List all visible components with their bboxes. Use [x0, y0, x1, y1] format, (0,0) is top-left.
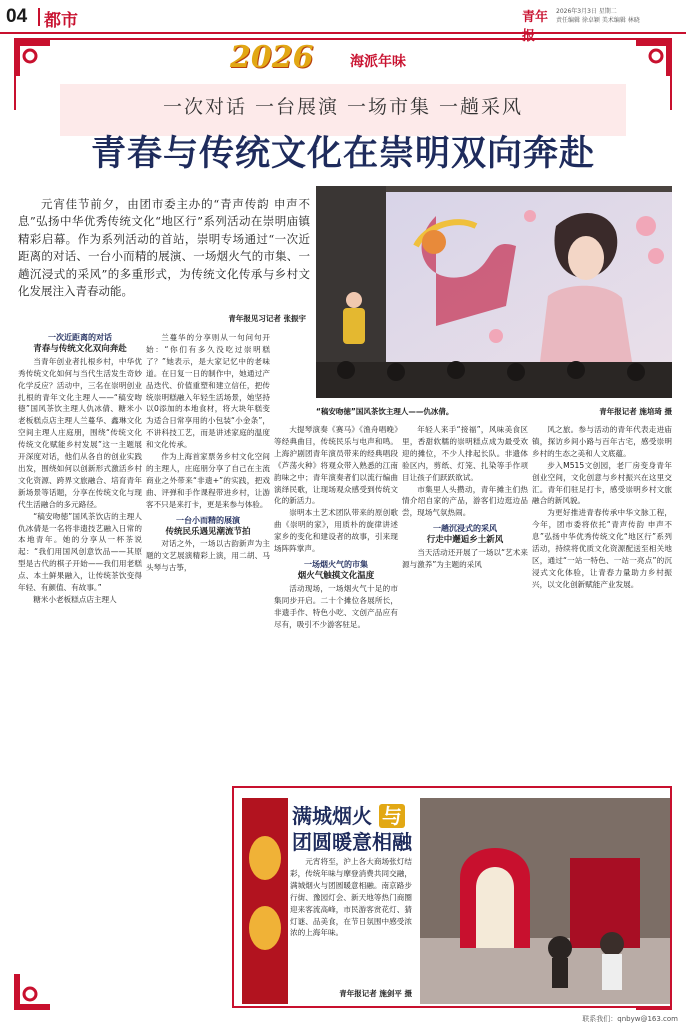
paragraph: 年轻人来手“接福”，风味美食区里，香甜软糯的崇明糕点成为最受欢迎的摊位，不少人排起长队。非遗体验区内，剪纸、灯笼、扎染等手作项目让孩子们跃跃欲试。 — [402, 425, 528, 482]
subhead: 一趟沉浸式的采风 — [433, 524, 497, 534]
subhead: 传统民乐遇见潮流节拍 — [165, 526, 251, 537]
photo-caption: “稿安吻徳”国风茶饮主理人——仇冰倩。 — [316, 407, 454, 416]
paragraph: 对话之外，一场以古韵新声为主题的文艺展演精彩上演，用二胡、马头琴与古筝， — [146, 539, 270, 573]
article-column-4 — [402, 424, 528, 780]
divider — [38, 8, 40, 26]
subhead: 烟火气触摸文化温度 — [297, 570, 375, 581]
contact-email: 联系我们：qnbyw@163.com — [582, 1015, 678, 1023]
paragraph: 为更好推进青春传承中华文脉工程，今年，团市委将依托“青声传韵 申声不息”弘扬中华优秀传统文化“地区行”系列活动，持续将优质文化资源配送至相关地区，通过“一站一特色、一站一亮点”的沉浸式文化体验，让青春力量助力乡村振兴，以文化创新赋能产业发展。 — [532, 508, 672, 589]
paragraph: 当青年创业者扎根乡村，中华优秀传统文化如何与当代生活发生奇妙化学反应？活动中，三名在崇明创业扎根的青年文化主理人——“稿安吻徳”国风茶饮主理人仇冰倩、糖米小老板糕点店主理人兰蔓华、鑫琳文化空间主理人庄庭朋，围绕“传统文化传统文化赋能乡村发展”这一主题展开深度对话，他们从各自的创业实践出发，围绕如何以创新形式激活乡村文化资源、跨界文旅融合、培育青年新场景等话题，分享在传统文化与现代生活融合的多元路径。 — [18, 356, 142, 509]
paragraph: “稿安吻徳”国风茶饮店的主理人仇冰倩是一名将非遗技艺融入日常的本地青年。她的分享从一杯茶说起：“我们用国风创意饮品——其原型是古代的棋子开始——我们用老糕点、本土鲜果融入，让传统茶饮变得年轻、有颜值、有故事。” — [18, 511, 142, 593]
sidebar-text: 元宵将至，沪上各大商场张灯结彩，传统年味与摩登消费共同交融，满城烟火与团圆暖意相融。南京路步行街、豫园灯会、新天地等热门商圈迎来客流高峰，市民游客赏花灯、猜灯谜、品美食，在节日氛围中感受浓浓的上海年味。 — [290, 857, 412, 938]
sidebar-title-line2: 团圆暖意相融 — [292, 830, 412, 854]
article-column-3 — [274, 424, 398, 780]
lantern-photo — [420, 798, 670, 1004]
masthead — [0, 0, 686, 44]
subhead: 行走中邂逅乡土新风 — [426, 535, 504, 546]
subhead: 一场烟火气的市集 — [304, 559, 368, 569]
tagline: 海派年味 — [350, 54, 406, 70]
stage-illustration — [316, 186, 672, 398]
article-column-1 — [18, 332, 142, 912]
sidebar-title-line1: 满城烟火 — [292, 804, 372, 828]
page-title: 青春与传统文化在崇明双向奔赴 — [90, 134, 595, 174]
byline: 青年报见习记者 张振宇 — [228, 314, 306, 323]
paragraph: 大提琴演奏《赛马》《渔舟唱晚》等经典曲目，传统民乐与电声和鸣。上海沪剧团青年演员带来的经典唱段《芦荡火种》将观众带入熟悉的江南韵味之中；青年演奏者们以流行编曲演绎民歌，让现场观众感受到传统文化的新活力。 — [274, 425, 398, 506]
paragraph: 活动现场，一场烟火气十足的市集同步开启。二十个摊位各展所长，非遗手作、特色小吃、文创产品应有尽有，吸引不少游客驻足。 — [274, 583, 398, 629]
lantern-decor-icon — [242, 798, 288, 1004]
photo-credit: 青年报记者 施培琦 摄 — [599, 407, 672, 416]
paragraph: 糖米小老板糕点店主理人 — [33, 594, 117, 604]
article-column-5 — [532, 424, 672, 780]
subhead: 一次近距离的对话 — [48, 333, 112, 342]
section-name: 都市 — [44, 11, 78, 31]
footer — [0, 1014, 686, 1024]
lead-paragraph: 元宵佳节前夕，由团市委主办的“青声传韵 申声不息”弘扬中华优秀传统文化“地区行”系列活动在崇明庙镇精彩启幕。作为系列活动的首站，崇明专场通过“一次近距离的对话、一台小而精的展演、一场烟火气的市集、一趟沉浸式的采风”的多重形式，为传统文化传承与乡村文化发展注入青春动能。 — [18, 197, 310, 299]
paragraph: 风之旅。参与活动的青年代表走进庙镇，探访乡间小路与百年古宅，感受崇明乡村的生态之美和人文底蕴。 — [532, 425, 672, 458]
paragraph: 当天活动还开展了一场以“艺术来源与激养”为主题的采风 — [402, 548, 528, 569]
date-line — [556, 7, 640, 25]
main-photo — [316, 186, 672, 398]
sidebar-byline: 青年报记者 施剑平 摄 — [339, 989, 412, 998]
subhead: 一台小而精的展演 — [176, 515, 240, 525]
sidebar-title-and: 与 — [379, 804, 405, 828]
paper-logo: 青年报 — [522, 10, 549, 44]
date-text: 2026年3月3日 星期二 — [556, 8, 617, 15]
page-number: 04 — [6, 6, 28, 27]
paragraph: 市集里人头攒动，青年摊主们热情介绍自家的产品，游客们边逛边品尝，现场气氛热闹。 — [402, 484, 528, 518]
paragraph: 步入M515文创园，老厂房变身青年创业空间，文化创意与乡村振兴在这里交汇。青年们驻足打卡，感受崇明乡村文旅融合的新风貌。 — [532, 460, 672, 506]
ornament-corner-icon — [634, 38, 674, 78]
sidebar-title — [292, 803, 412, 855]
kicker: 一次对话 一台展演 一场市集 一趟采风 — [162, 96, 524, 118]
ornament-corner-icon — [12, 38, 52, 78]
ornament-corner-icon — [12, 972, 52, 1012]
subhead: 青春与传统文化双向奔赴 — [33, 343, 127, 354]
paragraph: 兰蔓华的分享则从一句问句开始：“你们有多久没吃过崇明糕了？”她表示，是大家记忆中的老味道。在日复一日的制作中，她通过产品迭代、价值重塑和建立信任，把传统崇明糕融入年轻生活场景，她坚持以0添加的本地食材，将大块年糕变为适合日常享用的小包装“小金条”，不讲科技工艺，而是讲述家庭的温度和文化传承。 — [146, 333, 270, 450]
paragraph: 作为上海首家票务乡村文化空间的主理人，庄庭朋分享了自己在主流商业之外带来“非遗+”的实践，把戏曲、评弹和手作课程带进乡村，让游客不只是来打卡，更是来参与体验。 — [146, 452, 270, 509]
year-mark: 2026 — [230, 40, 314, 75]
paragraph: 崇明本土艺术团队带来的原创歌曲《崇明的家》，用质朴的旋律讲述家乡的变化和建设者的故事，引来现场阵阵掌声。 — [274, 508, 398, 554]
editor-text: 责任编辑 徐卓颖 美术编辑 林晓 — [556, 17, 640, 24]
